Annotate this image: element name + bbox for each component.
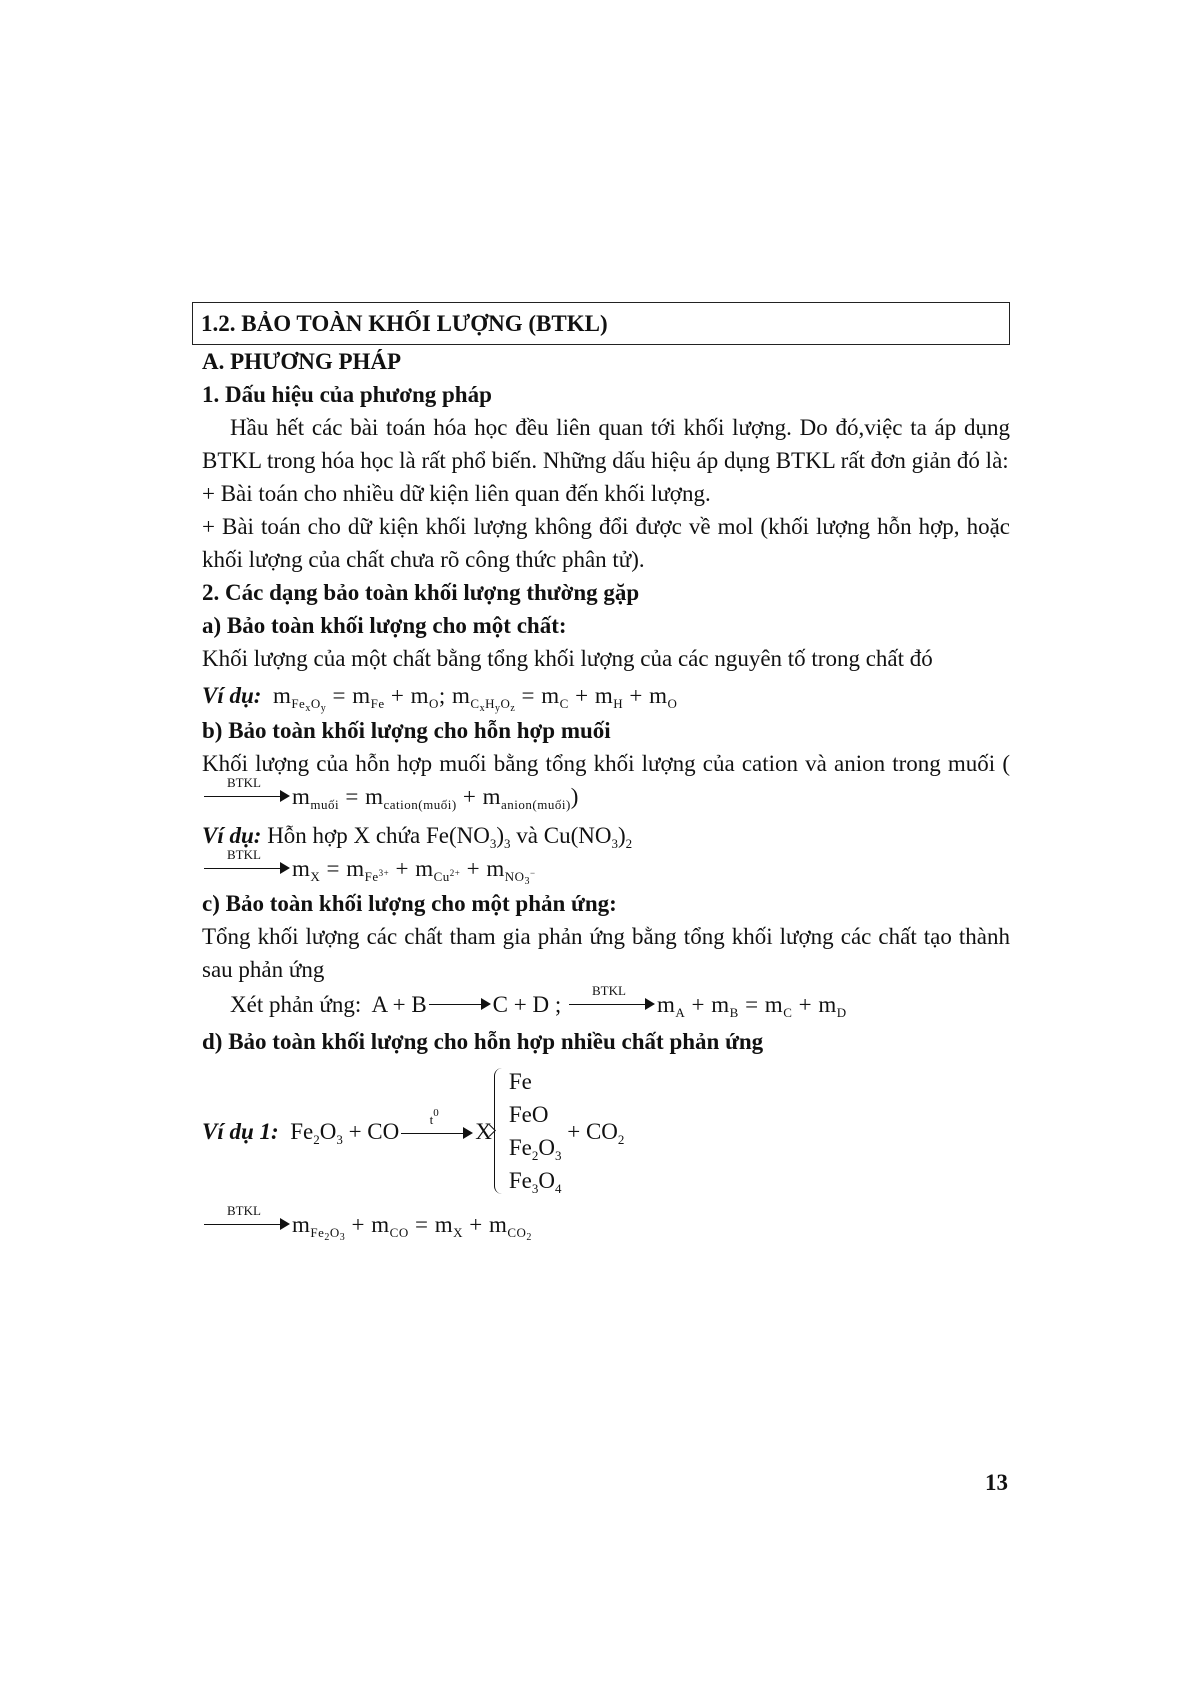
example-label: Ví dụ: bbox=[202, 683, 262, 708]
btkl-arrow: BTKL bbox=[204, 854, 290, 878]
mixture-item: Fe bbox=[508, 1069, 532, 1094]
heading-d: d) Bảo toàn khối lượng cho hỗn hợp nhiều chất phản ứng bbox=[202, 1029, 764, 1054]
formula-example-1: BTKL $m_{Fe_2O_3} + m_{CO} = m_X + m_{CO_2}$ bbox=[202, 1208, 1010, 1241]
example-1-label: Ví dụ 1: bbox=[202, 1118, 279, 1144]
paragraph-c: Tổng khối lượng các chất tham gia phản ứng bằng tổng khối lượng các chất tạo thành sau phản ứng bbox=[202, 924, 1010, 982]
example-b: Ví dụ: Hỗn hợp X chứa $Fe(NO_3)_3$ và $Cu(NO_3)_2$ bbox=[202, 823, 633, 851]
formula-salt: $m_{muối} = m_{cation(muối)} + m_{anion(muối)}$) bbox=[292, 784, 579, 812]
heat-arrow: $t^0$ bbox=[401, 1119, 473, 1143]
paragraph-1: Hầu hết các bài toán hóa học đều liên quan tới khối lượng. Do đó,việc ta áp dụng BTKL trong hóa học là rất phổ biến. Những dấu hiệu áp dụng BTKL rất đơn giản đó là: bbox=[202, 415, 1010, 473]
formula-fexoy: $m_{Fe_xO_y} = m_{Fe} + m_O$; $m_{C_xH_yO_z} = m_C + m_H + m_O$ bbox=[272, 683, 678, 714]
paragraph-b bbox=[202, 747, 1010, 813]
heading-a2: a) Bảo toàn khối lượng cho một chất: bbox=[202, 613, 567, 638]
bullet-1: + Bài toán cho nhiều dữ kiện liên quan đến khối lượng. bbox=[202, 481, 711, 506]
mixture-item: $Fe_2O_3$ bbox=[508, 1135, 562, 1163]
btkl-arrow: BTKL bbox=[569, 990, 655, 1014]
mixture-list bbox=[509, 1065, 562, 1197]
reaction-line: Xét phản ứng: A + B C + D ; BTKL $m_A + m_B = m_C + m_D$ bbox=[230, 983, 847, 1020]
example-b-text: Hỗn hợp X chứa Fe(NO bbox=[267, 823, 490, 848]
mixture-brace bbox=[492, 1065, 562, 1197]
heading-1: 1. Dấu hiệu của phương pháp bbox=[202, 382, 492, 407]
heading-2: 2. Các dạng bảo toàn khối lượng thường gặp bbox=[202, 580, 640, 605]
example-1-reaction: Ví dụ 1: $Fe_2O_3$ + CO $t^0$ X Fe FeO $Fe_2O_3$ $Fe_3O_4$ + $CO_2$ bbox=[202, 1064, 1010, 1198]
heading-c: c) Bảo toàn khối lượng cho một phản ứng: bbox=[202, 891, 617, 916]
reaction-arrow bbox=[429, 990, 491, 1014]
btkl-arrow: BTKL bbox=[204, 782, 290, 806]
mixture-item: $Fe_3O_4$ bbox=[508, 1168, 562, 1196]
example-a-formula bbox=[202, 679, 1010, 712]
page-content bbox=[202, 302, 1010, 1241]
paragraph-b-text: Khối lượng của hỗn hợp muối bằng tổng khối lượng của cation và anion trong muối ( bbox=[202, 751, 1010, 776]
example-label: Ví dụ: bbox=[202, 823, 262, 848]
bullet-2: + Bài toán cho dữ kiện khối lượng không đổi được về mol (khối lượng hỗn hợp, hoặc khối lượng của chất chưa rõ công thức phân tử). bbox=[202, 514, 1010, 572]
mixture-item: FeO bbox=[508, 1102, 549, 1127]
heading-a: A. PHƯƠNG PHÁP bbox=[202, 349, 402, 374]
paragraph-a2: Khối lượng của một chất bằng tổng khối lượng của các nguyên tố trong chất đó bbox=[202, 646, 933, 671]
section-title: 1.2. BẢO TOÀN KHỐI LƯỢNG (BTKL) bbox=[192, 302, 1010, 345]
formula-mixture-x: BTKL $m_X = m_{Fe^{3+}} + m_{Cu^{2+}} + m_{NO_3^-}$ bbox=[202, 852, 1010, 885]
heading-b: b) Bảo toàn khối lượng cho hỗn hợp muối bbox=[202, 718, 611, 743]
btkl-arrow: BTKL bbox=[204, 1210, 290, 1234]
page-number: 13 bbox=[985, 1470, 1008, 1495]
react-label: Xét phản ứng: bbox=[230, 992, 362, 1017]
